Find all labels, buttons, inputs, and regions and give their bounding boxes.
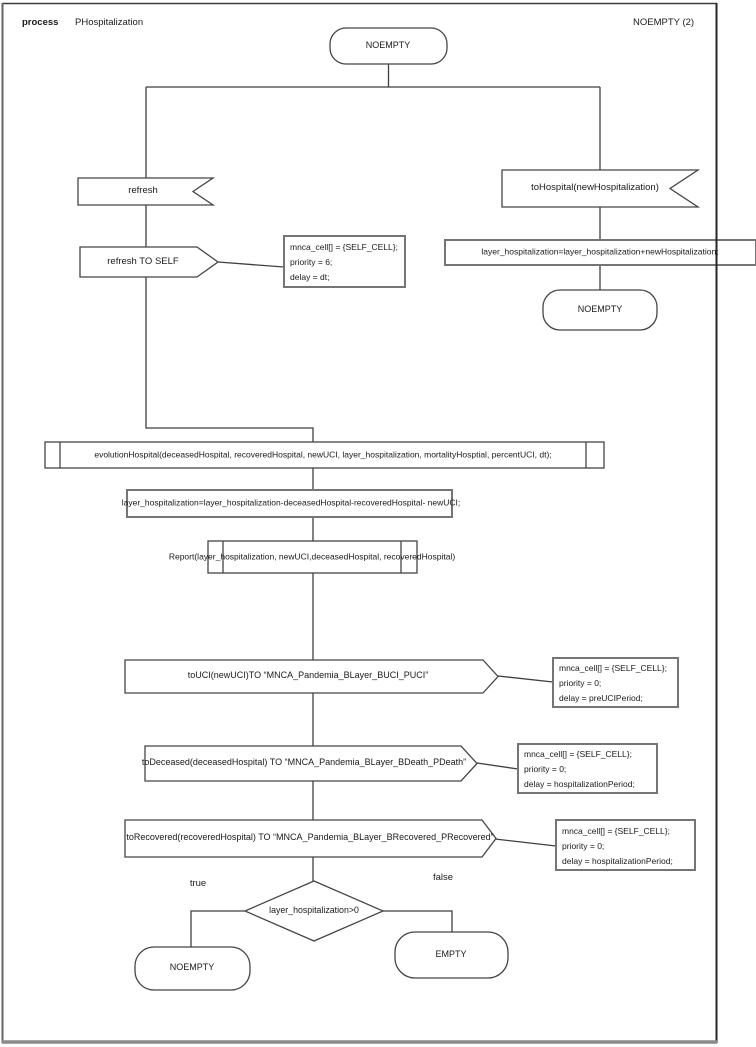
input-label-refresh: refresh — [128, 184, 158, 196]
note-line: priority = 0; — [562, 841, 605, 851]
output-label-torecovered: toRecovered(recoveredHospital) TO “MNCA_Pandemia_BLayer_BRecovered_PRecovered” — [126, 832, 494, 843]
note-text-refresh — [290, 240, 398, 285]
note-text-torecovered — [562, 824, 673, 869]
state-label-empty: EMPTY — [435, 949, 467, 960]
page-label: NOEMPTY (2) — [633, 17, 695, 28]
diagram-frame — [2, 3, 717, 1043]
note-line: delay = hospitalizationPeriod; — [562, 856, 673, 866]
note-line: delay = preUCIPeriod; — [559, 693, 643, 703]
note-line: priority = 6; — [290, 257, 333, 267]
note-line: mnca_cell[] = {SELF_CELL}; — [290, 242, 398, 252]
output-label-refresh-self: refresh TO SELF — [107, 255, 179, 267]
input-label-tohospital: toHospital(newHospitalization) — [531, 181, 659, 193]
note-line: delay = hospitalizationPeriod; — [524, 779, 635, 789]
task-label-update-hospitalization: layer_hospitalization=layer_hospitalization-deceasedHospital-recoveredHospital- newUCI; — [121, 497, 461, 508]
note-text-touci — [559, 661, 667, 706]
note-text-todeceased — [524, 747, 635, 792]
task-label-add-hospitalization: layer_hospitalization=layer_hospitalization+newHospitalization; — [481, 246, 719, 257]
decision-false-label: false — [432, 871, 454, 883]
process-name: PHospitalization — [75, 17, 144, 28]
output-label-todeceased: toDeceased(deceasedHospital) TO “MNCA_Pandemia_BLayer_BDeath_PDeath” — [141, 757, 467, 768]
decision-true-label: true — [189, 877, 207, 889]
note-line: priority = 0; — [559, 678, 602, 688]
state-label-noempty-right: NOEMPTY — [577, 304, 623, 315]
process-kind-label: process — [22, 17, 59, 28]
note-line: delay = dt; — [290, 272, 330, 282]
decision-condition-label: layer_hospitalization>0 — [269, 905, 359, 916]
note-line: mnca_cell[] = {SELF_CELL}; — [524, 749, 632, 759]
state-label-top-noempty: NOEMPTY — [365, 40, 411, 51]
output-label-touci: toUCI(newUCI)TO “MNCA_Pandemia_BLayer_BUCI_PUCI” — [187, 670, 429, 681]
note-line: mnca_cell[] = {SELF_CELL}; — [562, 826, 670, 836]
note-line: priority = 0; — [524, 764, 567, 774]
note-line: mnca_cell[] = {SELF_CELL}; — [559, 663, 667, 673]
procedure-label-evolutionhospital: evolutionHospital(deceasedHospital, recoveredHospital, newUCI, layer_hospitalization, mortalityHosptial, percentUCI, dt); — [94, 449, 552, 460]
procedure-label-report: Report(layer_hospitalization, newUCI,deceasedHospital, recoveredHospital) — [168, 551, 456, 562]
state-label-noempty-bottom: NOEMPTY — [169, 962, 215, 973]
